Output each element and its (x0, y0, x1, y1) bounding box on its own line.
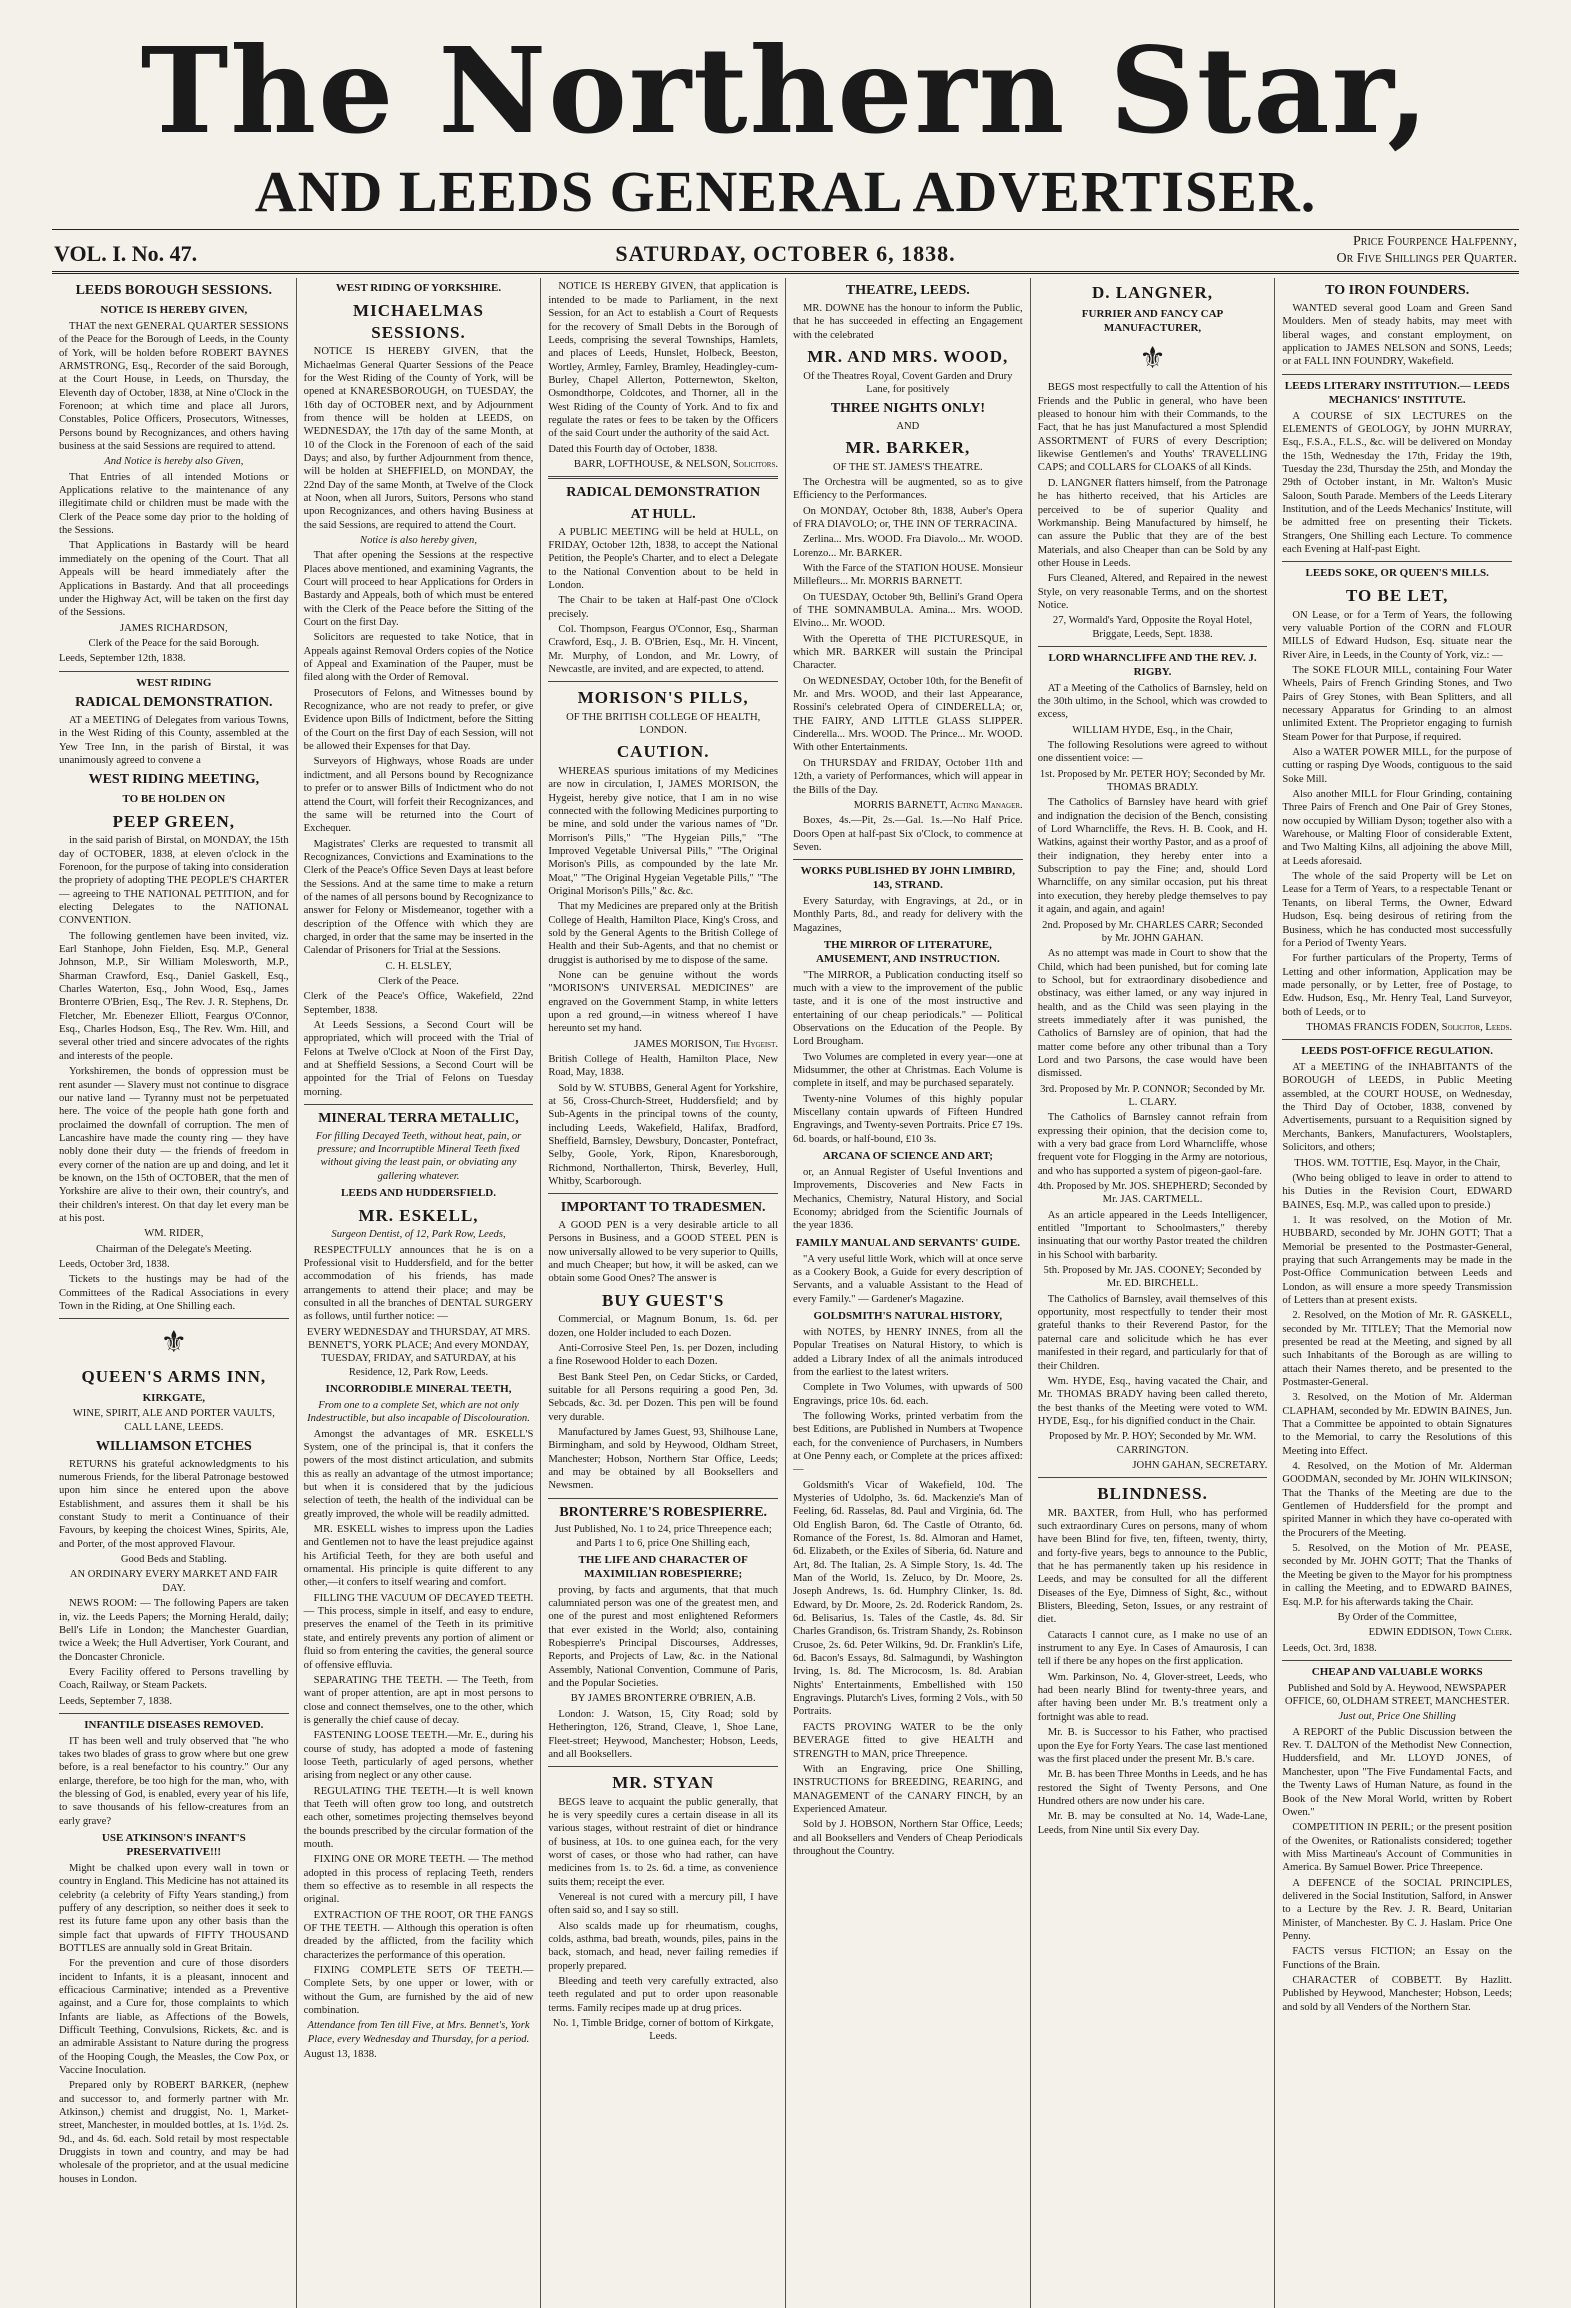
paragraph: AT a MEETING of Delegates from various Towns, in the West Riding of this County, assembled at the Yew Tree Inn, in the parish of Birstal, it was unanimously agreed to convene a (59, 715, 289, 767)
dated-line: Dated this Fourth day of October, 1838. (548, 443, 718, 455)
heading-goldsmith: GOLDSMITH'S NATURAL HISTORY, (813, 1309, 1003, 1322)
signature-name: JAMES RICHARDSON, (119, 622, 228, 634)
paragraph: The whole of the said Property will be Let on Lease for a Term of Years, to a respectable Tenant or Tenants, on liberal Terms, the Owner, Edward Hudson, Esq. being desirous of retiring from the Business, which he has conducted most successfully for a Period of Twenty Years. (1282, 871, 1513, 949)
paragraph: London: J. Watson, 15, City Road; sold by Hetherington, 126, Strand, Cleave, 1, Shoe Lane, Fleet-street; Heywood, Manchester; Hobson, Leeds, and all Booksellers. (548, 1708, 779, 1760)
paragraph: Manufactured by James Guest, 93, Shilhouse Lane, Birmingham, and sold by Heywood, Oldham Street, Manchester; Hobson, Northern Star Office, Leeds; and may be obtained by all Booksellers and Newsmen. (548, 1426, 779, 1492)
notice-line: Just Published, No. 1 to 24, price Threepence each; and Parts 1 to 6, price One Shilling each, (554, 1524, 772, 1549)
paragraph: A GOOD PEN is a very desirable article to all Persons in Business, and a GOOD STEEL PEN is now universally allowed to be very superior to Quills, and much Cheaper; but how, it will be asked, can we obtain some Good Ones? The answer is (548, 1220, 779, 1285)
heading-lord-wharncliffe: LORD WHARNCLIFFE AND THE REV. J. RIGBY. (1048, 651, 1257, 678)
paragraph: Every Facility offered to Persons travelling by Coach, Railway, or Steam Packets. (59, 1666, 289, 1692)
paragraph: As no attempt was made in Court to show that the Child, which had been punished, but for coming late to School, but for extraordinary disobedience and obstinacy, was either lamed, or any way injured in health, and as the Child was seen playing in the streets immediately after it was punished, the Catholics of Barnsley are of opinion, that had the matter come before any other tribunal than a Tory Lord and two Parsons, the case would have been dismissed. (1037, 948, 1268, 1080)
divider (1282, 561, 1512, 562)
paragraph: A PUBLIC MEETING will be held at HULL, on FRIDAY, October 12th, 1838, to accept the National Petition, the People's Charter, and to elect a Delegate to the National Convention about to be held in London. (548, 526, 779, 591)
heading-mr-eskell: MR. ESKELL, (358, 1205, 479, 1225)
notice-line: EVERY WEDNESDAY and THURSDAY, AT MRS. BENNET'S, YORK PLACE; And every MONDAY, TUESDAY, FRIDAY, and SATURDAY, at his Residence, 12, Park Row, Leeds. (306, 1326, 531, 1378)
column-6 (1275, 278, 1519, 2308)
paragraph: None can be genuine without the words "MORISON'S UNIVERSAL MEDICINES" are engraved on the Government Stamp, in white letters upon a red ground,—in witness whereof I have hereunto set my hand. (548, 969, 779, 1035)
volume-number: VOL. I. No. 47. (54, 241, 198, 267)
paragraph: On TUESDAY, October 9th, Bellini's Grand Opera of THE SOMNAMBULA. Amina... Mrs. WOOD. Elvino... Mr. WOOD. (793, 591, 1023, 630)
paragraph: Prepared only by ROBERT BARKER, (nephew and successor to, and formerly partner with Mr. Atkinson,) chemist and druggist, No. 1, Market-street, Manchester, in moulded bottles, at 1s. 1½d. 2s. 9d., and 4s. 6d. each. Sold retail by most respectable Druggists in town and country, and may be had wholesale of the proprietor, and at the usual medicine houses in London. (59, 2080, 289, 2185)
heading-d-langner: D. LANGNER, (1092, 283, 1214, 303)
paragraph: That Entries of all intended Motions or Applications relative to the maintenance of any illegitimate child or children must be made with the Clerk of the Peace some day prior to the holding of the Sessions. (59, 471, 289, 537)
heading-cheap-works: CHEAP AND VALUABLE WORKS (1311, 1665, 1483, 1678)
paragraph: Sold by W. STUBBS, General Agent for Yorkshire, at 56, Cross-Church-Street, Huddersfield; and by Sub-Agents in the principal towns of the county, including Leeds, Wakefield, Halifax, Bradford, Sheffield, Barnsley, Dewsbury, Doncaster, Pontefract, Selby, Goole, York, Ripon, Knaresborough, Richmond, Northallerton, Thirsk, Beverley, Hull, Whitby, Scarborough. (548, 1082, 779, 1188)
paragraph: With an Engraving, price One Shilling, INSTRUCTIONS for BREEDING, REARING, and MANAGEMENT of the CANARY FINCH, by an Experienced Amateur. (793, 1763, 1023, 1815)
paragraph: IT has been well and truly observed that "he who takes two blades of grass to grow where but one grew before, is a real benefactor to his country." Our any enlarge, therefore, be too high for the man, who, with the blessing of God, is enabled, every year of his life, to save thousands of his fellow-creatures from an early grave? (59, 1735, 289, 1827)
paragraph: For the prevention and cure of those disorders incident to Infants, it is a pleasant, innocent and efficacious Carminative; intended as a Preventive against, and a Cure for, those complaints to which Infants are liable, as Affections of the Bowels, Difficult Teething, Convulsions, Rickets, &c. and is an admirable Assistant to Nature during the progress of the Hooping Cough, the Measles, the Cow Pox, or Vaccine Inoculation. (59, 1958, 289, 2077)
paragraph: Magistrates' Clerks are requested to transmit all Recognizances, Convictions and Examinations to the Clerk of the Peace's Office Seven Days at least before the Sessions. And at the same time to make a return of the names of all persons bound by Recognizance to answer for Felony or Misdemeanor, together with a description of the Offence with which they are charged, in order that the same may be inserted in the Calendar of Prisoners for Trial at the Sessions. (303, 838, 534, 957)
heading-peep-green: PEEP GREEN, (112, 811, 236, 831)
paragraph: Zerlina... Mrs. WOOD. Fra Diavolo... Mr. WOOD. Lorenzo... Mr. BARKER. (793, 534, 1023, 559)
tagline: For filling Decayed Teeth, without heat, pain, or pressure; and Incorruptible Mineral Teeth fixed without giving the least pain, or obviating any gallering whatever. (315, 1130, 522, 1182)
notice-line: Of the Theatres Royal, Covent Garden and Drury Lane, for positively (803, 370, 1013, 395)
paragraph: The Catholics of Barnsley, avail themselves of this opportunity, most respectfully to tender their most grateful thanks to their Reverend Pastor, for the paternal care and solicitude which he has ever manifested in their regard, and particularly for that of their Children. (1037, 1293, 1268, 1372)
heading-radical-demonstration: RADICAL DEMONSTRATION. (75, 695, 273, 711)
subheading-kirkgate: KIRKGATE, (142, 1391, 206, 1404)
paragraph: RETURNS his grateful acknowledgments to his numerous Friends, for the liberal Patronage bestowed upon him since he entered upon the above Establishment, and assures them it shall be his constant Study to merit a Continuance of their Favours, by keeping the choicest Wines, Spirits, Ale, and Porter, of the most approved Flavour. (59, 1458, 289, 1550)
paragraph: The Catholics of Barnsley cannot refrain from expressing their opinion, that the decision come to, with a very bad grace from Lord Wharncliffe, whose frequent vote for Flogging in the Army are notorious, and who has supported a system of pigeon-gaol-fare. (1037, 1112, 1268, 1177)
paragraph: Also a WATER POWER MILL, for the purpose of cutting or rasping Dye Woods, contiguous to the said Soke Mill. (1282, 747, 1513, 785)
signature-title: Clerk of the Peace. (378, 975, 459, 987)
heading-to-be-let: TO BE LET, (1345, 586, 1449, 606)
subheading: TO BE HOLDEN ON (122, 793, 226, 806)
paragraph: Mr. B. is Successor to his Father, who practised upon the Eye for Forty Years. The case last mentioned was the first placed under the present Mr. B.'s care. (1037, 1727, 1268, 1765)
paragraph: 3. Resolved, on the Motion of Mr. Alderman CLAPHAM, seconded by Mr. EDWIN BAINES, Jun. That a Committee be appointed to obtain Signatures to the Memorial, to carry the Resolutions of this Meeting into Effect. (1282, 1392, 1513, 1457)
paragraph: 5. Resolved, on the Motion of Mr. PEASE, seconded by Mr. JOHN GOTT; That the Thanks of the Meeting be given to the Mayor for his promptness in calling the Meeting, and to EDWARD BAINES, Esq. M.P. for his afterwards taking the Chair. (1282, 1543, 1513, 1608)
paragraph: Might be chalked upon every wall in town or country in England. This Medicine has not attained its celebrity (a celebrity of Fifty Years standing,) from puffery of any description, so neither does it seek to rest its future fame upon any other basis than the simple fact that upwards of FIFTY THOUSAND BOTTLES are annually sold in Great Britain. (59, 1862, 289, 1954)
paragraph: Every Saturday, with Engravings, at 2d., or in Monthly Parts, 8d., and ready for delivery with the Magazines, (793, 895, 1023, 934)
motion-line: 4th. Proposed by Mr. JOS. SHEPHERD; Seconded by Mr. JAS. CARTMELL. (1037, 1181, 1268, 1206)
signature-name: THOMAS FRANCIS FODEN, Solicitor, Leeds. (1306, 1021, 1513, 1033)
paragraph: 4. Resolved, on the Motion of Mr. Alderman GOODMAN, seconded by Mr. JOHN WILKINSON; That the Thanks of the Meeting are due to the Gentlemen of Huddersfield for the prompt and spirited Manner in which they have co-operated with the Procurers of the Meeting. (1282, 1461, 1513, 1539)
heading-life-of-robespierre: THE LIFE AND CHARACTER OF MAXIMILIAN ROBESPIERRE; (578, 1554, 748, 1580)
address-line: 27, Wormald's Yard, Opposite the Royal Hotel, Briggate, Leeds, Sept. 1838. (1052, 615, 1253, 640)
divider (59, 1713, 289, 1714)
paragraph: Tickets to the hustings may be had of the Committees of the Radical Associations in every Town in the Riding, at One Shilling each. (59, 1274, 289, 1312)
paragraph: "A very useful little Work, which will at once serve as a Cookery Book, a Guide for every description of Servants, and a valuable Assistant to the Head of every Family." — Gardener's Magazine. (793, 1253, 1023, 1305)
heading-buy-guests: BUY GUEST'S (602, 1290, 725, 1310)
paragraph: Also scalds made up for rheumatism, coughs, colds, asthma, bad breath, wounds, piles, pains in the back, stomach, and head, never failing remedies if properly prepared. (548, 1920, 779, 1972)
notice-line: AN ORDINARY EVERY MARKET AND FAIR DAY. (69, 1569, 278, 1594)
divider (548, 1766, 778, 1767)
paragraph: proving, by facts and arguments, that that much calumniated person was one of the greatest men, and one of the purest and most enlightened Reformers that ever existed in the World; also, containing Robespierre's Principal Discourses, Addresses, Reports, and Projects of Law, &c. in the National Assembly, National Convention, Commune of Paris, and the Popular Societies. (548, 1584, 779, 1690)
columns (52, 278, 1519, 2308)
signature-name: EDWIN EDDISON, Town Clerk. (1368, 1627, 1513, 1639)
heading-mr-barker: MR. BARKER, (845, 438, 971, 458)
paragraph: A COURSE of SIX LECTURES on the ELEMENTS of GEOLOGY, by JOHN MURRAY, Esq., F.S.A., F.L.S., &c. will be delivered on Monday the 15th, Wednesday the 17th, Friday the 19th, Tuesday the 23d, Thursday the 25th, and Monday the 29th of October instant, in Mr. Walton's Music Saloon, South Parade. Members of the Leeds Literary Institution, and of the Leeds Mechanics' Institute, will be admitted free on presenting their Tickets. Strangers, One Shilling each Lecture. To commence each Evening at Half-past Eight. (1282, 410, 1513, 555)
paragraph: FIXING COMPLETE SETS OF TEETH.—Complete Sets, by one upper or lower, with or without the Gum, are furnished by the aid of new combination. (303, 1965, 534, 2017)
paragraph: A REPORT of the Public Discussion between the Rev. T. DALTON of the Methodist New Connection, Huddersfield, and Mr. LLOYD JONES, of Manchester, upon "The Five Fundamental Facts, and the Twenty Laws of Human Nature, as found in the Book of the New Moral World, written by Robert Owen." (1282, 1726, 1513, 1818)
royal-arms-icon: ⚜ (160, 1326, 188, 1360)
signature-date: August 13, 1838. (303, 2049, 377, 2061)
paragraph: With the Farce of the STATION HOUSE. Monsieur Millefleurs... Mr. MORRIS BARNETT. (793, 563, 1023, 588)
heading-literary-institution: LEEDS LITERARY INSTITUTION.— LEEDS MECHANICS' INSTITUTE. (1284, 379, 1510, 406)
paragraph: Surveyors of Highways, whose Roads are under indictment, and all Persons bound by Recognizance to prefer or to answer Bills of Indictment who do not attend the Court, will forfeit their Recognizances, and the same will be returned into the Court of Exchequer. (303, 756, 534, 835)
heading-the-mirror: THE MIRROR OF LITERATURE, AMUSEMENT, AND INSTRUCTION. (815, 938, 1000, 965)
paragraph: Prosecutors of Felons, and Witnesses bound by Recognizance, who are not ready to prefer, or give Evidence upon Bills of Indictment, before the Sitting of the Court on the first Day of each Session, will not be allowed their Expenses for that Day. (303, 687, 534, 753)
tagline: From one to a complete Set, which are not only Indestructible, but also incapable of Discolouration. (307, 1399, 530, 1425)
divider (548, 681, 778, 682)
paragraph: 2. Resolved, on the Motion of Mr. R. GASKELL, seconded by Mr. TITLEY; That the Memorial now presented be read at the Meeting, and signed by all such Inhabitants of the Borough as are willing to attach their Names thereto, and be presented to the Postmaster-General. (1282, 1310, 1513, 1389)
heading-blindness: BLINDNESS. (1097, 1484, 1208, 1504)
notice-line: And Notice is hereby also Given, (104, 456, 244, 468)
heading-incorrodible-teeth: INCORRODIBLE MINERAL TEETH, (325, 1383, 512, 1396)
divider (1282, 374, 1512, 375)
heading-queens-arms-inn: QUEEN'S ARMS INN, (81, 1367, 267, 1387)
heading-west-riding-yorkshire: WEST RIDING OF YORKSHIRE. (335, 282, 502, 295)
paragraph: The SOKE FLOUR MILL, containing Four Water Wheels, Pairs of French Grinding Stones, and Two Pairs of Grey Stones, with Bean Splitters, and all necessary Apparatus for Grinding to an almost unlimited Extent. The Proprietor engaging to furnish Steam Power for that Purpose, if required. (1282, 664, 1513, 743)
paragraph: NEWS ROOM: — The following Papers are taken in, viz. the Leeds Papers; the Morning Herald, daily; Bell's Life in London; the Manchester Guardian, twice a Week; the Hull Advertiser, York Courant, and the Doncaster Chronicle. (59, 1598, 289, 1663)
subheading-college: OF THE BRITISH COLLEGE OF HEALTH, LONDON. (566, 711, 761, 737)
paragraph: FASTENING LOOSE TEETH.—Mr. E., during his course of study, has adopted a mode of fastening loose Teeth, particularly of aged persons, whether arising from neglect or any other cause. (303, 1730, 534, 1782)
paragraph: ON Lease, or for a Term of Years, the following very valuable Portion of the CORN and FLOUR MILLS of Edward Hudson, Esq. situate near the River Aire, in Leeds, in the County of York, viz.: — (1282, 609, 1513, 661)
heading-west-riding-meeting: WEST RIDING MEETING, (88, 772, 260, 788)
divider (1038, 1477, 1268, 1478)
paragraph: BEGS leave to acquaint the public generally, that he is very speedily cures a certain disease in all its various stages, without restraint of diet or hindrance of business, at 10s. to one guinea each, for the very worst of cases, or those who had rather, can have medicines from 1s. to 2s. 6d. a time, as convenience suits them; receipt the ever. (548, 1796, 779, 1888)
paragraph: NOTICE IS HEREBY GIVEN, that the Michaelmas General Quarter Sessions of the Peace for the West Riding of the County of York, will be opened at KNARESBOROUGH, on TUESDAY, the 16th day of OCTOBER next, and by Adjournment from thence will be holden at LEEDS, on WEDNESDAY, the 17th day of the same Month, at 10 of the Clock in the Forenoon of each of the said Days; and also, by further Adjournment from thence, will be holden at SHEFFIELD, on MONDAY, the 22nd Day of the same Month, at Twelve of the Clock at Noon, when all Jurors, Suitors, Persons who stand upon Recognizances, and others having Business at the said Sessions, are required to attend the Court. (303, 346, 534, 531)
heading-mr-styan: MR. STYAN (612, 1773, 715, 1793)
paragraph: On MONDAY, October 8th, 1838, Auber's Opera of FRA DIAVOLO; or, THE INN OF TERRACINA. (793, 505, 1023, 530)
paragraph: AT a MEETING of the INHABITANTS of the BOROUGH of LEEDS, in Public Meeting assembled, at the COURT HOUSE, on Wednesday, the Third Day of October, 1838, convened by Advertisements, pursuant to a Requisition signed by Merchants, Bankers, Manufacturers, Woolstaplers, Solicitors, and others; (1282, 1062, 1513, 1154)
paragraph: Mr. B. has been Three Months in Leeds, and he has restored the Sight of Twenty Persons, and One Hundred others are now under his care. (1037, 1769, 1268, 1807)
heading-theatre-leeds: THEATRE, LEEDS. (845, 283, 970, 299)
column-1 (52, 278, 297, 2308)
paragraph: Venereal is not cured with a mercury pill, I have often said so, and I say so still. (548, 1892, 779, 1917)
masthead-title: The Northern Star, (140, 21, 1431, 160)
subheading-heywood: Published and Sold by A. Heywood, NEWSPAPER OFFICE, 60, OLDHAM STREET, MANCHESTER. (1284, 1682, 1510, 1708)
address-line: No. 1, Timble Bridge, corner of bottom of Kirkgate, Leeds. (552, 2018, 774, 2043)
motion-line: 5th. Proposed by Mr. JAS. COONEY; Seconded by Mr. ED. BIRCHELL. (1043, 1265, 1262, 1290)
paragraph: With the Operetta of THE PICTURESQUE, in which MR. BARKER will sustain the Principal Character. (793, 633, 1023, 672)
paragraph: Wm. Parkinson, No. 4, Glover-street, Leeds, who had been nearly Blind for twenty-three years, and after having been under Mr. B.'s treatment only a fortnight was able to read. (1037, 1671, 1268, 1723)
signature-name: WM. RIDER, (144, 1228, 204, 1240)
paragraph: FACTS PROVING WATER to be the only BEVERAGE fitted to give HEALTH and STRENGTH to MAN, price Threepence. (793, 1721, 1023, 1760)
price-line-2: Or Five Shillings per Quarter. (1336, 250, 1517, 266)
motion-line: Proposed by Mr. P. HOY; Seconded by Mr. WM. CARRINGTON. (1048, 1431, 1257, 1456)
heading-family-manual: FAMILY MANUAL AND SERVANTS' GUIDE. (795, 1236, 1020, 1249)
paragraph: Boxes, 4s.—Pit, 2s.—Gal. 1s.—No Half Price. Doors Open at half-past Six o'Clock, to commence at Seven. (793, 815, 1023, 853)
heading-limbird-works: WORKS PUBLISHED BY JOHN LIMBIRD, 143, STRAND. (800, 865, 1016, 892)
heading-important-to-tradesmen: IMPORTANT TO TRADESMEN. (560, 1200, 766, 1216)
paragraph: On WEDNESDAY, October 10th, for the Benefit of Mr. and Mrs. WOOD, and their last Appearance, Rossini's celebrated Opera of CINDERELLA; or, THE FAIRY, AND LITTLE GLASS SLIPPER. Cinderella... Mrs. WOOD. The Prince... Mr. WOOD. With other Entertainments. (793, 675, 1023, 754)
paragraph: in the said parish of Birstal, on MONDAY, the 15th day of OCTOBER, 1838, at eleven o'clock in the Forenoon, for the purpose of taking into consideration the propriety of adopting THE PEOPLE'S CHARTER — agreeing to THE NATIONAL PETITION, and for electing Delegates to the NATIONAL CONVENTION. (59, 835, 289, 927)
paragraph: The following gentlemen have been invited, viz. Earl Stanhope, John Fielden, Esq. M.P., General Johnson, M.P., Sir William Molesworth, M.P., Sharman Crawford, Esq., Daniel Gaskell, Esq., Charles Waterton, Esq., John Wood, Esq., James Bronterre O'Brien, Esq., The Rev. J. R. Stephens, Dr. Fletcher, Mr. Ebenezer Elliott, Feargus O'Connor, Esq., Charles Hodson, Esq., The Rev. Wm. Hill, and several other tried and sincere advocates of the rights and interests of the people. (59, 930, 289, 1062)
signature-date: Leeds, Oct. 3rd, 1838. (1282, 1642, 1377, 1654)
notice-line: Good Beds and Stabling. (120, 1554, 227, 1566)
divider (59, 1318, 289, 1319)
signature-title: By Order of the Committee, (1337, 1611, 1457, 1623)
tagline: Just out, Price One Shilling (1338, 1711, 1456, 1723)
book-list: Goldsmith's Vicar of Wakefield, 10d. The Mysteries of Udolpho, 3s. 6d. Mackenzie's Man of Feeling, 6d. Rasselas, 8d. Paul and Virginia, 6d. The Old English Baron, 6d. The Castle of Otranto, 6d. Romance of the Forest, 1s. 8d. Almoran and Hamet, 6d. Elizabeth, or the Exiles of Siberia, 6d. Nature and Art, 8d. The Italian, 2s. A Simple Story, 1s. 4d. The Man of the World, 1s. Zeluco, by Dr. Moore, 2s. Joseph Andrews, 1s. 6d. Humphry Clinker, 1s. 8d. Edward, by Dr. Moore, 2s. 2d. Roderick Random, 2s. 6d. Belisarius, 1s. Tales of the Castle, 4s. 8d. Sir Charles Grandison, 6s. Tristram Shandy, 2s. Robinson Crusoe, 2s. 6d. Peter Wilkins, 9d. Dr. Franklin's Life, 6d. Bacon's Essays, 8d. Salmagundi, by Washington Irving, 1s. 8d. The Microcosm, 1s. 8d. Arabian Nights' Entertainments, Embellished with 150 Engravings. Plutarch's Lives, forming 2 Vols., with 50 Portraits. (793, 1479, 1023, 1718)
conjunction: AND (896, 420, 920, 432)
divider (1038, 646, 1268, 647)
divider (1282, 1660, 1512, 1661)
dateline (52, 229, 1519, 275)
paragraph: MR. ESKELL wishes to impress upon the Ladies and Gentlemen not to have the least prejudice against his Artificial Teeth, for they are both useful and ornamental. His principle is quite different to any other,—it confers to itself wearing and comfort. (303, 1524, 534, 1589)
paragraph: RESPECTFULLY announces that he is on a Professional visit to Huddersfield, and for the better accommodation of his friends, has made arrangements to attend their place; and may be consulted in all the branches of DENTAL SURGERY as follows, until further notice: — (303, 1244, 534, 1323)
divider (793, 859, 1023, 860)
divider (548, 1498, 778, 1499)
signature-date: Leeds, September 12th, 1838. (59, 653, 186, 665)
paragraph: The Orchestra will be augmented, so as to give Efficiency to the Performances. (793, 476, 1023, 502)
paragraph: BEGS most respectfully to call the Attention of his Friends and the Public in general, who have been pleased to honour him with their Commands, to the Fact, that he has just Manufactured a most Splendid ASSORTMENT of FURS of every Description; likewise Gentlemen's and Youths' TRAVELLING CAPS; and COLLARS for CLOAKS of all Kinds. (1037, 382, 1268, 474)
paragraph: WANTED several good Loam and Green Sand Moulders. Men of steady habits, may meet with liberal wages, and constant employment, on application to JAMES NELSON and SONS, Leeds; or at FALL INN FOUNDRY, Wakefield. (1282, 303, 1513, 368)
paragraph: (Who being obliged to leave in order to attend to his Duties in the Revision Court, EDWARD BAINES, Esq. M.P., was called upon to preside.) (1282, 1172, 1513, 1211)
motion-line: 3rd. Proposed by Mr. P. CONNOR; Seconded by Mr. L. CLARY. (1040, 1083, 1265, 1108)
subheading-vaults: WINE, SPIRIT, ALE AND PORTER VAULTS, CALL LANE, LEEDS. (72, 1408, 275, 1433)
paragraph: The following Resolutions were agreed to without one dissentient voice: — (1037, 740, 1268, 765)
paragraph: Col. Thompson, Feargus O'Connor, Esq., Sharman Crawford, Esq., J. B. O'Brien, Esq., Mr. H. Vincent, Mr. Murphy, of London, and Mr. Lowry, of Newcastle, are invited, and are expected, to attend. (548, 623, 779, 675)
paragraph: For further particulars of the Property, Terms of Letting and other information, Application may be made personally, or by Letter, free of Postage, to Edw. Hudson, Esq., Mr. Henry Teal, Land Surveyor, both of Leeds, or to (1282, 953, 1513, 1018)
paragraph: Sold by J. HOBSON, Northern Star Office, Leeds; and all Booksellers and Venders of Cheap Periodicals throughout the Country. (793, 1819, 1023, 1857)
heading-soke-mills: LEEDS SOKE, OR QUEEN'S MILLS. (1305, 567, 1489, 580)
paragraph: CHARACTER of COBBETT. By Hazlitt. Published by Heywood, Manchester; Hobson, Leeds; and sold by all Venders of the Northern Star. (1282, 1974, 1513, 2013)
paragraph: MR. BAXTER, from Hull, who has performed such extraordinary Cures on persons, many of whom have been Blind for five, ten, fifteen, twenty, thirty, and forty-five years, begs to announce to the Public, that he has permanently taken up his residence in Leeds, and may be consulted for all the different Diseases of the Eye, Dimness of Sight, &c., without Blisters, Bleeding, Seton, Issues, or any restraint of diet. (1037, 1507, 1268, 1626)
paragraph: MR. DOWNE has the honour to inform the Public, that he has succeeded in effecting an Engagement with the celebrated (793, 303, 1023, 341)
heading-leeds-borough-sessions: LEEDS BOROUGH SESSIONS. (75, 283, 273, 299)
paragraph: AT a Meeting of the Catholics of Barnsley, held on the 30th ultimo, in the School, which was crowded to excess, (1037, 682, 1268, 721)
heading-mineral-terra-metallic: MINERAL TERRA METALLIC, (318, 1111, 519, 1127)
heading-atkinsons: USE ATKINSON'S INFANT'S PRESERVATIVE!!! (101, 1832, 246, 1859)
paragraph: At Leeds Sessions, a Second Court will be appropriated, which will proceed with the Trial of Felons at Twelve o'Clock at Noon of the First Day, and at Sheffield Sessions, a Second Court will be appointed for the Trial of Felons on Tuesday morning. (303, 1020, 534, 1098)
paragraph: Best Bank Steel Pen, on Cedar Sticks, or Carded, suitable for all Persons requiring a good Pen, 3d. Sebcads, &c. 3d. per Dozen. This pen will be found very durable. (548, 1371, 779, 1423)
paragraph: or, an Annual Register of Useful Inventions and Improvements, Discoveries and New Facts in Mechanics, Chemistry, Natural History, and Social Economy; abridged from the Scientific Journals of the year 1836. (793, 1167, 1023, 1232)
paragraph: WHEREAS spurious imitations of my Medicines are now in circulation, I, JAMES MORISON, the Hygeist, hereby give notice, that I am in no wise connected with the following Medicines purporting to be mine, and sold under the various names of "Dr. Morrison's Pills," "The Hygeian Pills," "The Improved Vegetable Universal Pills," "The Original Morison's Pills, as compounded by the late Mr. Moat," "The Original Hygeian Vegetable Pills," "The Original Morison's Pills," &c. &c. (548, 765, 779, 897)
heading-bronterres-robespierre: BRONTERRE'S ROBESPIERRE. (559, 1504, 768, 1520)
subheading-notice: NOTICE IS HEREBY GIVEN, (100, 304, 248, 317)
signature-date: Leeds, September 7, 1838. (59, 1695, 172, 1707)
heading-post-office-regulation: LEEDS POST-OFFICE REGULATION. (1301, 1045, 1493, 1058)
paragraph: COMPETITION IN PERIL; or the present position of the Owenites, or Rationalists considered; together with Miss Martineau's Account of Communities in America. By Samuel Bower. Price Threepence. (1282, 1822, 1513, 1874)
column-4 (786, 278, 1031, 2308)
divider (548, 476, 778, 479)
paragraph: Wm. HYDE, Esq., having vacated the Chair, and Mr. THOMAS BRADY having been called thereto, the best thanks of the Meeting were voted to WM. HYDE, Esq., for his dignified conduct in the Chair. (1037, 1375, 1268, 1427)
signature-date: Clerk of the Peace's Office, Wakefield, 22nd September, 1838. (303, 991, 534, 1016)
paragraph: As an article appeared in the Leeds Intelligencer, entitled "Important to Schoolmasters," thereby insinuating that our worthy Pastor treated the children in his School with barbarity. (1037, 1209, 1268, 1261)
heading-radical-demonstration-hull: RADICAL DEMONSTRATION (566, 485, 761, 501)
heading-to-iron-founders: TO IRON FOUNDERS. (1325, 283, 1470, 299)
signature-name: MORRIS BARNETT, Acting Manager. (853, 799, 1023, 811)
paragraph: Twenty-nine Volumes of this highly popular Miscellany contain upwards of Fifteen Hundred Engravings, and Twenty-seven Portraits. Price £7 19s. 6d. boards, or half-bound, £10 3s. (793, 1093, 1023, 1145)
paragraph: SEPARATING THE TEETH. — The Teeth, from want of proper attention, are apt in most persons to close and connect themselves, one to the other, which is generally the chief cause of decay. (303, 1674, 534, 1726)
chair-line: THOS. WM. TOTTIE, Esq. Mayor, in the Chair, (1294, 1157, 1501, 1169)
heading-west-riding: WEST RIDING (136, 676, 212, 689)
signature-title: Chairman of the Delegate's Meeting. (95, 1243, 252, 1255)
price-line-1: Price Fourpence Halfpenny, (1353, 233, 1517, 249)
divider (1282, 1039, 1512, 1040)
chair-line: WILLIAM HYDE, Esq., in the Chair, (1072, 724, 1233, 736)
subheading: OF THE ST. JAMES'S THEATRE. (833, 461, 983, 473)
paragraph: On THURSDAY and FRIDAY, October 11th and 12th, a variety of Performances, which will appear in the Bills of the Day. (793, 757, 1023, 796)
paragraph: The Chair to be taken at Half-past One o'Clock precisely. (548, 595, 779, 620)
heading-morisons-pills: MORISON'S PILLS, (577, 688, 749, 708)
signature-name: BARR, LOFTHOUSE, & NELSON, Solicitors. (573, 458, 779, 470)
heading-williamson-etches: WILLIAMSON ETCHES (95, 1439, 252, 1455)
issue-date: SATURDAY, OCTOBER 6, 1838. (615, 241, 956, 267)
paragraph: FACTS versus FICTION; an Essay on the Functions of the Brain. (1282, 1946, 1513, 1971)
paragraph: Yorkshiremen, the bonds of oppression must be rent asunder — Slavery must not continue to disgrace our native land — Tyranny must not be perpetuated here. The voice of the people hath gone forth and proclaimed the downfall of corruption. The men of Lancashire have made the county ring — they have nobly done their duty — the friends of freedom in every corner of the nation are up and doing, and let it be known, on the 15th of OCTOBER, that the men of Yorkshire are alive to their own, their country's, and their children's interest. On that day let every man be at his post. (59, 1066, 289, 1224)
signature-date: Leeds, October 3rd, 1838. (59, 1258, 170, 1270)
heading-furrier: FURRIER AND FANCY CAP MANUFACTURER, (1081, 307, 1224, 334)
notice-line: Notice is also hereby given, (360, 534, 477, 546)
heading-caution: CAUTION. (616, 742, 710, 762)
tagline: Attendance from Ten till Five, at Mrs. Bennet's, York Place, every Wednesday and Thursday, for a period. (307, 2020, 530, 2045)
author-line: BY JAMES BRONTERRE O'BRIEN, A.B. (570, 1693, 756, 1705)
heading-arcana: ARCANA OF SCIENCE AND ART; (822, 1150, 993, 1163)
paragraph: Anti-Corrosive Steel Pen, 1s. per Dozen, including a fine Rosewood Holder to each Dozen. (548, 1342, 779, 1368)
paragraph: Bleeding and teeth very carefully extracted, also teeth regulated and put to order upon reasonable terms. Family recipes made up at drug prices. (548, 1976, 779, 2014)
divider (304, 1104, 534, 1105)
paragraph: D. LANGNER flatters himself, from the Patronage he has hitherto received, that his Articles are perceived to be of superior Quality and Workmanship. Being Manufactured by himself, he can assure the Public that they are of the best Materials, and also Cheaper than can be Sold by any other House in Leeds. (1037, 477, 1268, 569)
paragraph: EXTRACTION OF THE ROOT, OR THE FANGS OF THE TEETH. — Although this operation is often dreaded by the afflicted, from the facility which characterizes the performance of this operation. (303, 1909, 534, 1961)
paragraph: with NOTES, by HENRY INNES, from all the Popular Treatises on Natural History, to which is added a Library Index of all the animals introduced from the earliest to the latest writers. (793, 1326, 1023, 1378)
paragraph: Also another MILL for Flour Grinding, containing Three Pairs of French and One Pair of Grey Stones, now occupied by William Dyson; together also with a Warehouse, or Malting Floor of considerable Extent, and Two Malting Kilns, all adjoining the above Mill, at Leeds aforesaid. (1282, 789, 1513, 867)
paragraph: That after opening the Sessions at the respective Places above mentioned, and examining Vagrants, the Court will proceed to hear Applications for Orders in Bastardy and Appeals, both of which must be entered with the Clerk of the Peace before the Sitting of the Court on the first Day. (303, 550, 534, 629)
paragraph: The following Works, printed verbatim from the best Editions, are Published in Numbers at Twopence each, for the convenience of Purchasers, in Numbers at One Penny each, or Complete at the prices affixed: — (793, 1410, 1023, 1476)
paragraph: Amongst the advantages of MR. ESKELL'S System, one of the principal is, that it confers the powers of the most distinct articulation, and submits this as really an advantage of the utmost importance; but when it is considered that by the judicious selection of teeth, the health of the individual can be greatly improved, the whole will be readily admitted. (303, 1428, 534, 1520)
dated-line: British College of Health, Hamilton Place, New Road, May, 1838. (548, 1054, 779, 1079)
heading-at-hull: AT HULL. (630, 506, 696, 522)
paragraph: REGULATING THE TEETH.—It is well known that Teeth will often grow too long, and outstretch each other, sometimes projecting themselves beyond the bounds prescribed by the circular formation of the mouth. (303, 1785, 534, 1850)
paragraph: Two Volumes are completed in every year—one at Midsummer, the other at Christmas. Each Volume is complete in itself, and may be purchased separately. (793, 1051, 1023, 1090)
heading-mr-and-mrs-wood: MR. AND MRS. WOOD, (807, 347, 1009, 367)
column-2 (297, 278, 542, 2308)
paragraph: Furs Cleaned, Altered, and Repaired in the newest Style, on very reasonable Terms, and on the shortest Notice. (1037, 573, 1268, 611)
paragraph: Cataracts I cannot cure, as I make no use of an instrument to any Eye. In Cases of Amaurosis, I can tell if there be any hopes on the first application. (1037, 1629, 1268, 1668)
paragraph: Commercial, or Magnum Bonum, 1s. 6d. per dozen, one Holder included to each Dozen. (548, 1314, 779, 1339)
paragraph: The Catholics of Barnsley have heard with grief and indignation the decision of the Bench, consisting of Lord Wharncliffe, the Revs. H. B. Cook, and H. Watkins, against their worthy Pastor, and as a proof of their indignation, they hereby enter into a Subscription to pay the Fine; and, should Lord Wharncliffe, on any similar occasion, put his threat into execution, they hereby pledge themselves to pay it again, and again, and again! (1037, 797, 1268, 916)
motion-line: 1st. Proposed by Mr. PETER HOY; Seconded by Mr. THOMAS BRADLY. (1039, 768, 1266, 794)
paragraph: THAT the next GENERAL QUARTER SESSIONS of the Peace for the Borough of Leeds, in the County of York, will be holden before ROBERT BAYNES ARMSTRONG, Esq., Recorder of the said Borough, at the Court House, in Leeds, on Thursday, the Eleventh day of October, 1838, at Nine o'Clock in the Forenoon; at which time and place all Jurors, Constables, Police Officers, Prosecutors, Witnesses, Persons bound by Recognizances, and others having business at the said Sessions are required to attend. (59, 320, 289, 453)
column-3 (541, 278, 786, 2308)
price (1157, 234, 1517, 268)
motion-line: 2nd. Proposed by Mr. CHARLES CARR; Seconded by Mr. JOHN GAHAN. (1042, 919, 1263, 944)
tagline: Surgeon Dentist, of 12, Park Row, Leeds, (331, 1229, 506, 1241)
signature-name: JOHN GAHAN, SECRETARY. (1132, 1459, 1268, 1471)
heading-infantile-diseases: INFANTILE DISEASES REMOVED. (84, 1718, 264, 1731)
subheading-leeds-huddersfield: LEEDS AND HUDDERSFIELD. (341, 1187, 496, 1200)
royal-arms-icon: ⚜ (1139, 341, 1166, 375)
paragraph: That Applications in Bastardy will be heard immediately on the opening of the Court. That all Appeals will be heard immediately after the Applications in Bastardy. And that all proceedings under the Highway Act, will be taken on the first day of the Sessions. (59, 540, 289, 619)
signature-title: Clerk of the Peace for the said Borough. (88, 637, 260, 649)
paragraph: That my Medicines are prepared only at the British College of Health, Hamilton Place, King's Cross, and sold by the General Agents to the British College of Health and their Sub-Agents, and that no chemist or druggist is authorised by me to dispose of the same. (548, 901, 779, 966)
signature-name: JAMES MORISON, The Hygeist. (634, 1038, 779, 1050)
divider (59, 671, 289, 672)
paragraph: NOTICE IS HEREBY GIVEN, that application is intended to be made to Parliament, in the next Session, for an Act to establish a Court of Requests for the recovery of Small Debts in the Borough of Leeds, comprising the several Townships, Hamlets, and places of Leeds, Hunslet, Holbeck, Beeston, Wortley, Armley, Farnley, Bramley, Headingley-cum-Burley, Chapel Allerton, Potternewton, Skelton, Osmondthorpe, Coldcotes, and Thorner, all in the West Riding of the County of York. And to fix and regulate the rates or fees to be taken by the Officers of the said Court under the authority of the said Act. (548, 281, 779, 440)
divider (548, 1193, 778, 1194)
paragraph: A DEFENCE of the SOCIAL PRINCIPLES, delivered in the Social Institution, Salford, in Answer to a Lecture by the Rev. J. R. Beard, Unitarian Minister, of Manchester. By C. J. Haslam. Price One Penny. (1282, 1877, 1513, 1942)
paragraph: Solicitors are requested to take Notice, that in Appeals against Removal Orders copies of the Notice of Appeal and Examination of the Pauper, must be filed along with the Order of Removal. (303, 632, 534, 684)
paragraph: "The MIRROR, a Publication conducting itself so much with a view to the improvement of the public taste, and it is one of the most instructive and entertaining of our cheap periodicals." — Political Observations on the Education of the People. By Lord Brougham. (793, 969, 1023, 1048)
paragraph: 1. It was resolved, on the Motion of Mr. HUBBARD, seconded by Mr. JOHN GOTT; That a Memorial be presented to the Postmaster-General, praying that such Arrangements may be made in the Post-Office Communication between Leeds and London, as will ensure a more speedy Transmission of Letters than at present exists. (1282, 1214, 1513, 1306)
masthead-subtitle: AND LEEDS GENERAL ADVERTISER. (254, 159, 1317, 224)
signature-name: C. H. ELSLEY, (385, 960, 452, 972)
column-5 (1031, 278, 1276, 2308)
paragraph: FIXING ONE OR MORE TEETH. — The method adopted in this process of replacing Teeth, renders them so effective as to resemble in all respects the original. (303, 1854, 534, 1906)
paragraph: Mr. B. may be consulted at No. 14, Wade-Lane, Leeds, from Nine until Six every Day. (1037, 1811, 1268, 1836)
heading-michaelmas-sessions: MICHAELMAS SESSIONS. (353, 301, 484, 342)
paragraph: FILLING THE VACUUM OF DECAYED TEETH. — This process, simple in itself, and easy to endure, preserves the enamel of the Teeth in its primitive state, and entirely prevents any portion of aliment or fluid so from entering the cavities, the general source of offensive effluvia. (303, 1592, 534, 1671)
heading-three-nights: THREE NIGHTS ONLY! (830, 401, 985, 417)
paragraph: Complete in Two Volumes, with upwards of 500 Engravings, price 10s. 6d. each. (793, 1382, 1023, 1407)
